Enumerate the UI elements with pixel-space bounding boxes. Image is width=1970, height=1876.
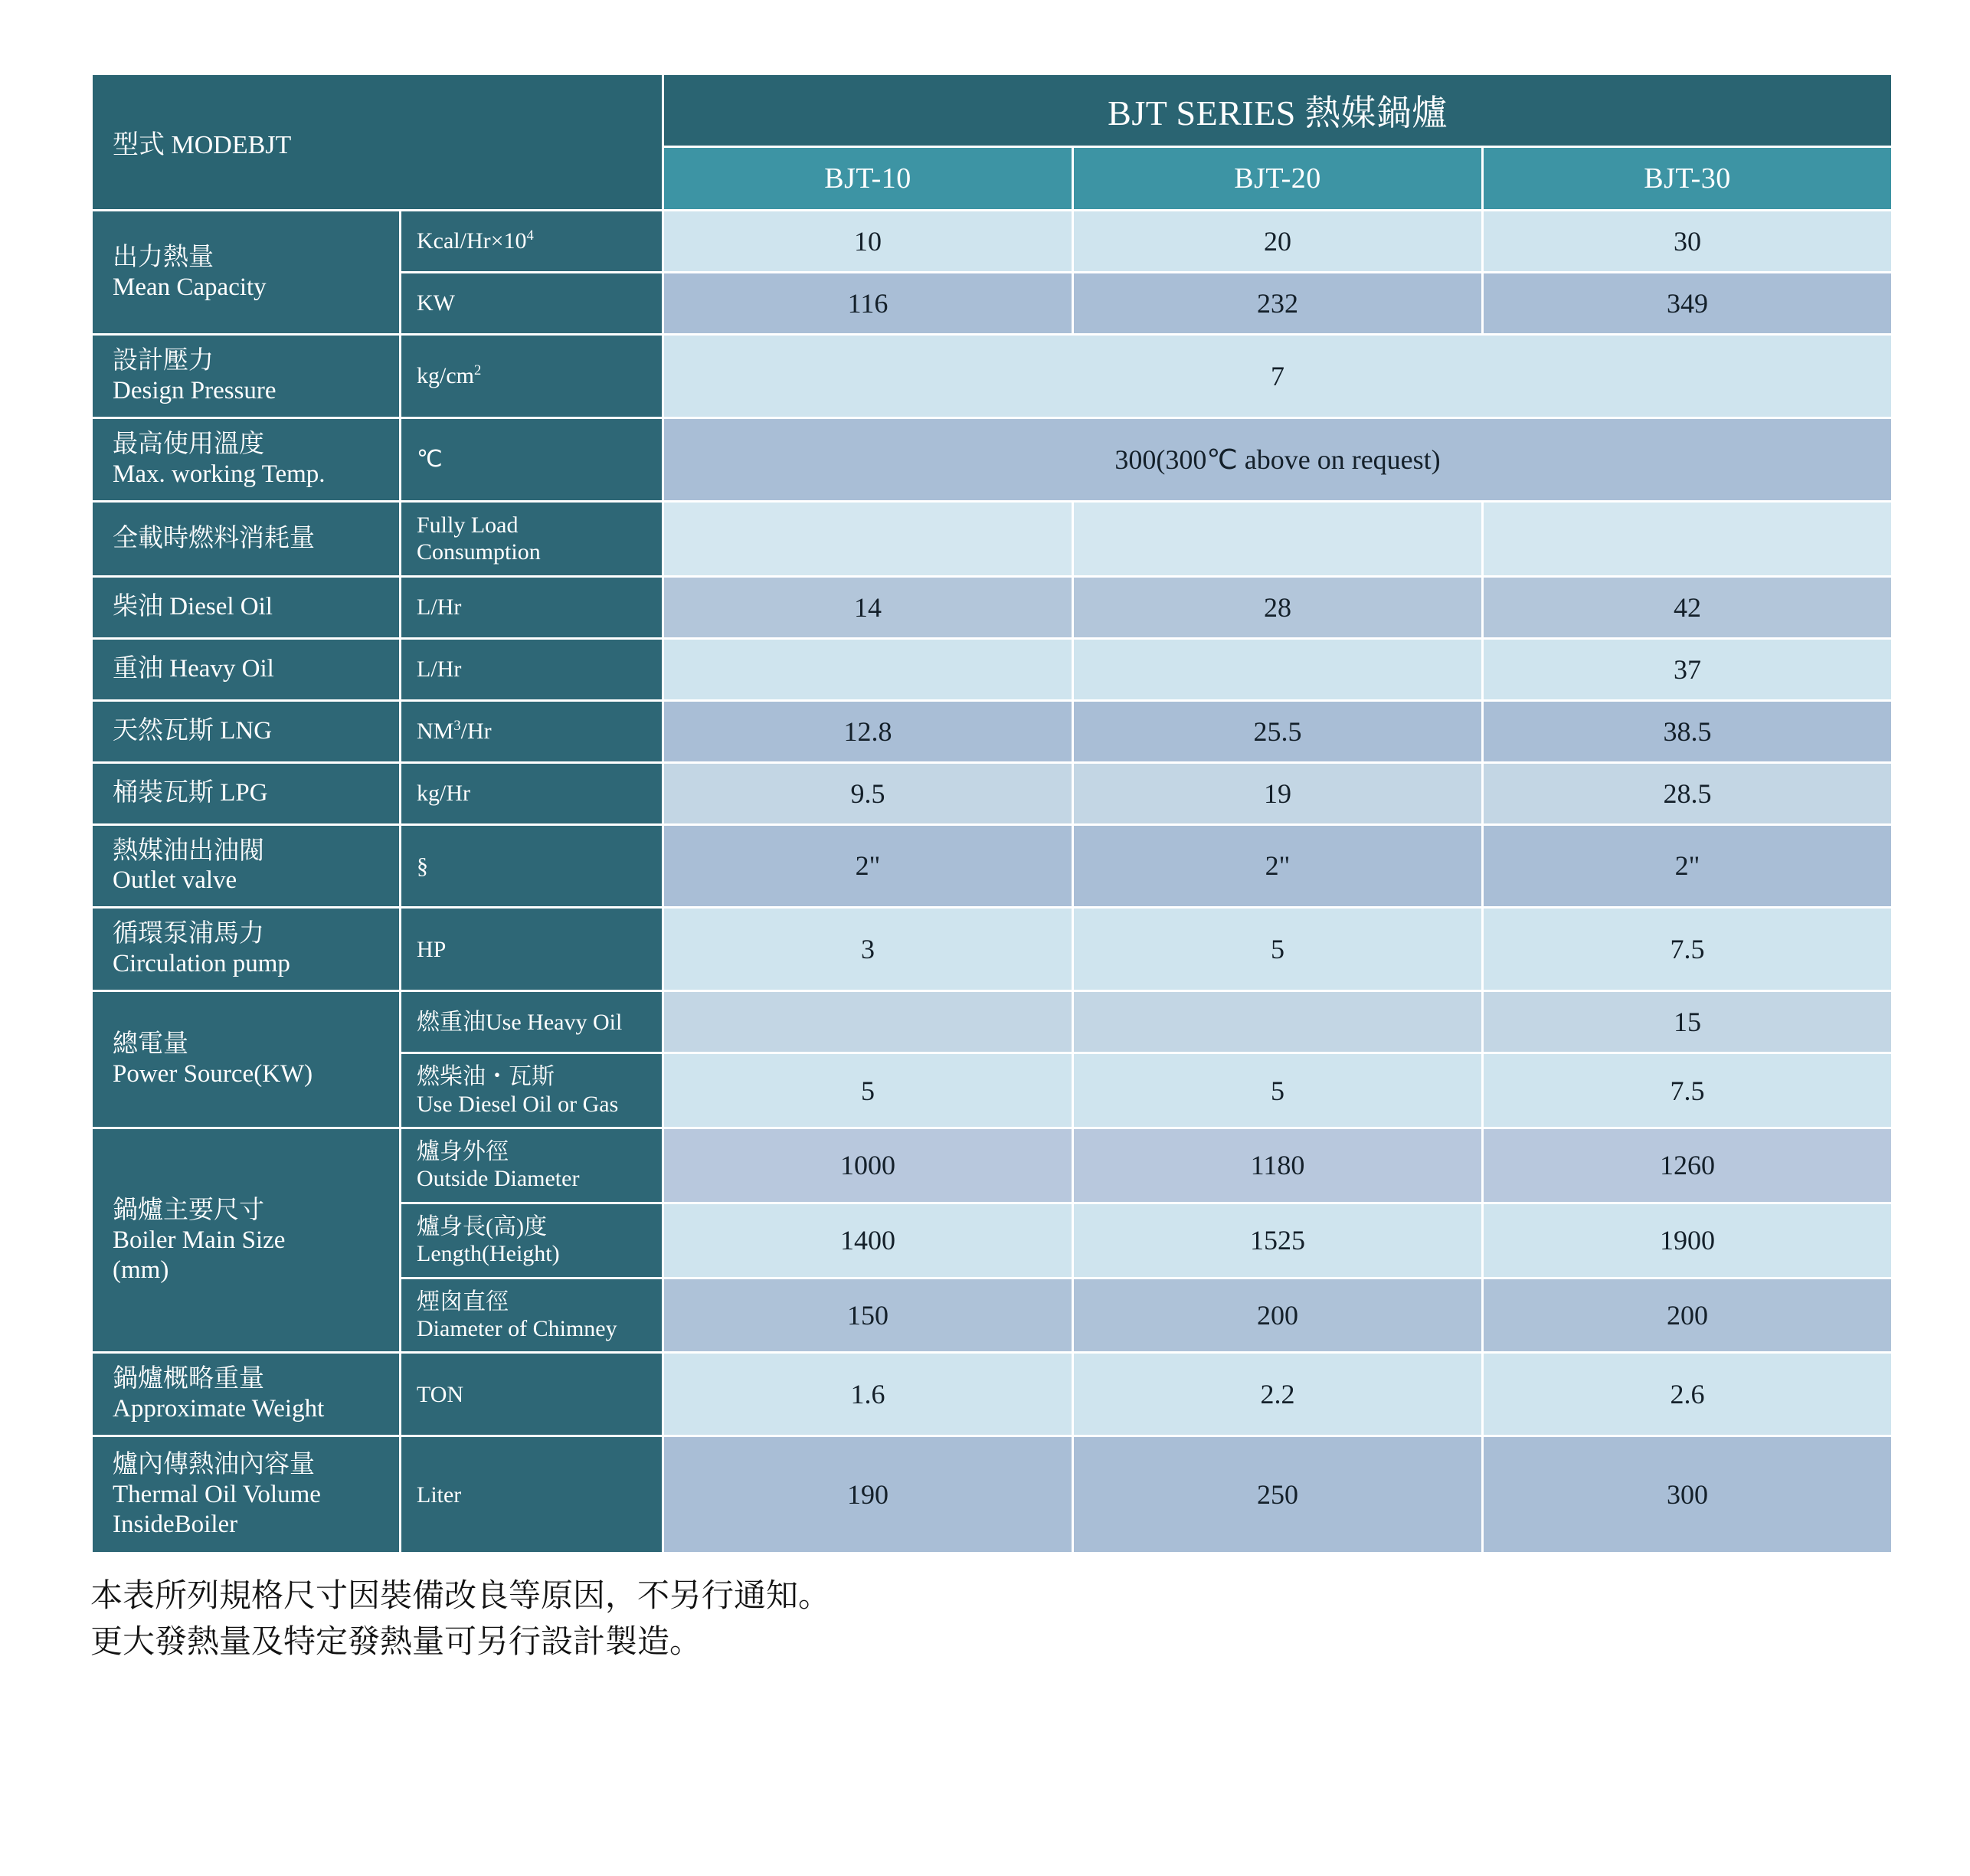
cell-value: 30 bbox=[1484, 211, 1891, 271]
row-unit-outlet-valve: § bbox=[401, 826, 662, 907]
cell-value bbox=[664, 640, 1072, 699]
cell-value: 10 bbox=[664, 211, 1072, 271]
table-row bbox=[93, 640, 1891, 699]
cell-value bbox=[664, 503, 1072, 575]
cell-value: 42 bbox=[1484, 578, 1891, 637]
row-unit-kcal: Kcal/$Hr\times 10^4$ bbox=[401, 211, 662, 271]
row-unit-fully-load: Fully Load Consumption bbox=[401, 503, 662, 575]
cell-value: 38.5 bbox=[1484, 702, 1891, 761]
series-title: BJT SERIES 熱媒鍋爐 bbox=[664, 75, 1891, 146]
specification-table bbox=[90, 73, 1893, 1554]
row-label-outlet-valve: 熱媒油出油閥 Outlet valve bbox=[93, 826, 399, 907]
row-unit-hp: HP bbox=[401, 909, 662, 990]
row-unit-lhr-heavy: L/Hr bbox=[401, 640, 662, 699]
cell-value: 15 bbox=[1484, 992, 1891, 1052]
table-row bbox=[93, 702, 1891, 761]
model-header-bjt20: BJT-20 bbox=[1074, 148, 1481, 209]
cell-value: 5 bbox=[1074, 909, 1481, 990]
cell-value: 116 bbox=[664, 273, 1072, 333]
cell-value: 14 bbox=[664, 578, 1072, 637]
cell-value bbox=[1484, 503, 1891, 575]
cell-value bbox=[1074, 640, 1481, 699]
cell-value: 2" bbox=[1074, 826, 1481, 907]
cell-value: 20 bbox=[1074, 211, 1481, 271]
cell-value: 2" bbox=[1484, 826, 1891, 907]
cell-value: 28 bbox=[1074, 578, 1481, 637]
table-row bbox=[93, 503, 1891, 575]
cell-value: 5 bbox=[1074, 1054, 1481, 1127]
table-row bbox=[93, 1129, 1891, 1202]
cell-value: 200 bbox=[1074, 1279, 1481, 1352]
cell-value: 3 bbox=[664, 909, 1072, 990]
table-header-row-title bbox=[93, 75, 1891, 146]
cell-value: 1.6 bbox=[664, 1354, 1072, 1435]
row-unit-lhr-diesel: L/Hr bbox=[401, 578, 662, 637]
cell-value bbox=[664, 992, 1072, 1052]
row-unit-diameter-of-chimney: 煙囪直徑 Diameter of Chimney bbox=[401, 1279, 662, 1352]
cell-value: 2" bbox=[664, 826, 1072, 907]
table-row bbox=[93, 578, 1891, 637]
table-row bbox=[93, 826, 1891, 907]
cell-value: 1900 bbox=[1484, 1204, 1891, 1277]
table-row bbox=[93, 211, 1891, 271]
row-unit-celsius: ℃ bbox=[401, 419, 662, 500]
cell-value: 5 bbox=[664, 1054, 1072, 1127]
row-unit-use-diesel-or-gas: 燃柴油・瓦斯 Use Diesel Oil or Gas bbox=[401, 1054, 662, 1127]
cell-value: 349 bbox=[1484, 273, 1891, 333]
cell-value: 28.5 bbox=[1484, 764, 1891, 823]
cell-value: 1260 bbox=[1484, 1129, 1891, 1202]
row-label-max-working-temp: 最高使用溫度 Max. working Temp. bbox=[93, 419, 399, 500]
cell-value: 250 bbox=[1074, 1437, 1481, 1552]
row-label-power-source: 總電量 Power Source(KW) bbox=[93, 992, 399, 1127]
table-row bbox=[93, 336, 1891, 417]
cell-value bbox=[1074, 503, 1481, 575]
row-label-full-load-consumption: 全載時燃料消耗量 bbox=[93, 503, 399, 575]
row-label-lng: 天然瓦斯 LNG bbox=[93, 702, 399, 761]
table-row bbox=[93, 419, 1891, 500]
row-unit-use-heavy-oil: 燃重油Use Heavy Oil bbox=[401, 992, 662, 1052]
cell-value: 150 bbox=[664, 1279, 1072, 1352]
row-unit-kgcm2: $kg/cm^2$ bbox=[401, 336, 662, 417]
cell-value: 2.2 bbox=[1074, 1354, 1481, 1435]
header-corner-label: 型式 MODEBJT bbox=[93, 75, 662, 209]
footnotes bbox=[90, 1574, 1880, 1665]
footnote-line-1: 本表所列規格尺寸因裝備改良等原因，不另行通知。 bbox=[90, 1579, 831, 1615]
cell-value: 1400 bbox=[664, 1204, 1072, 1277]
row-label-boiler-main-size: 鍋爐主要尺寸 Boiler Main Size (mm) bbox=[93, 1129, 399, 1351]
row-unit-liter: Liter bbox=[401, 1437, 662, 1552]
cell-value: 300(300℃ above on request) bbox=[664, 419, 1891, 500]
cell-value: 2.6 bbox=[1484, 1354, 1891, 1435]
cell-value: 1000 bbox=[664, 1129, 1072, 1202]
row-label-design-pressure: 設計壓力 Design Pressure bbox=[93, 336, 399, 417]
row-unit-kghr: kg/Hr bbox=[401, 764, 662, 823]
model-header-bjt10: BJT-10 bbox=[664, 148, 1072, 209]
row-label-heavy-oil: 重油 Heavy Oil bbox=[93, 640, 399, 699]
cell-value: 7 bbox=[664, 336, 1891, 417]
row-unit-length-height: 爐身長(高)度 Length(Height) bbox=[401, 1204, 662, 1277]
model-header-bjt30: BJT-30 bbox=[1484, 148, 1891, 209]
table-row bbox=[93, 764, 1891, 823]
row-label-diesel-oil: 柴油 Diesel Oil bbox=[93, 578, 399, 637]
cell-value: 7.5 bbox=[1484, 909, 1891, 990]
row-unit-outside-diameter: 爐身外徑 Outside Diameter bbox=[401, 1129, 662, 1202]
cell-value: 12.8 bbox=[664, 702, 1072, 761]
table-row bbox=[93, 992, 1891, 1052]
row-unit-nm3hr: $NM^3/Hr$ bbox=[401, 702, 662, 761]
cell-value: 7.5 bbox=[1484, 1054, 1891, 1127]
row-label-thermal-oil-volume: 爐內傳熱油內容量 Thermal Oil Volume InsideBoiler bbox=[93, 1437, 399, 1552]
cell-value: 300 bbox=[1484, 1437, 1891, 1552]
row-label-lpg: 桶裝瓦斯 LPG bbox=[93, 764, 399, 823]
cell-value: 25.5 bbox=[1074, 702, 1481, 761]
cell-value: 37 bbox=[1484, 640, 1891, 699]
cell-value bbox=[1074, 992, 1481, 1052]
row-label-mean-capacity: 出力熱量 Mean Capacity bbox=[93, 211, 399, 333]
cell-value: 1180 bbox=[1074, 1129, 1481, 1202]
footnote-line-2: 更大發熱量及特定發熱量可另行設計製造。 bbox=[90, 1624, 702, 1660]
cell-value: 200 bbox=[1484, 1279, 1891, 1352]
table-row bbox=[93, 1354, 1891, 1435]
cell-value: 9.5 bbox=[664, 764, 1072, 823]
table-row bbox=[93, 1437, 1891, 1552]
row-label-approximate-weight: 鍋爐概略重量 Approximate Weight bbox=[93, 1354, 399, 1435]
cell-value: 190 bbox=[664, 1437, 1072, 1552]
cell-value: 1525 bbox=[1074, 1204, 1481, 1277]
row-unit-kw: KW bbox=[401, 273, 662, 333]
row-label-circulation-pump: 循環泵浦馬力 Circulation pump bbox=[93, 909, 399, 990]
row-unit-ton: TON bbox=[401, 1354, 662, 1435]
cell-value: 19 bbox=[1074, 764, 1481, 823]
cell-value: 232 bbox=[1074, 273, 1481, 333]
table-row bbox=[93, 909, 1891, 990]
